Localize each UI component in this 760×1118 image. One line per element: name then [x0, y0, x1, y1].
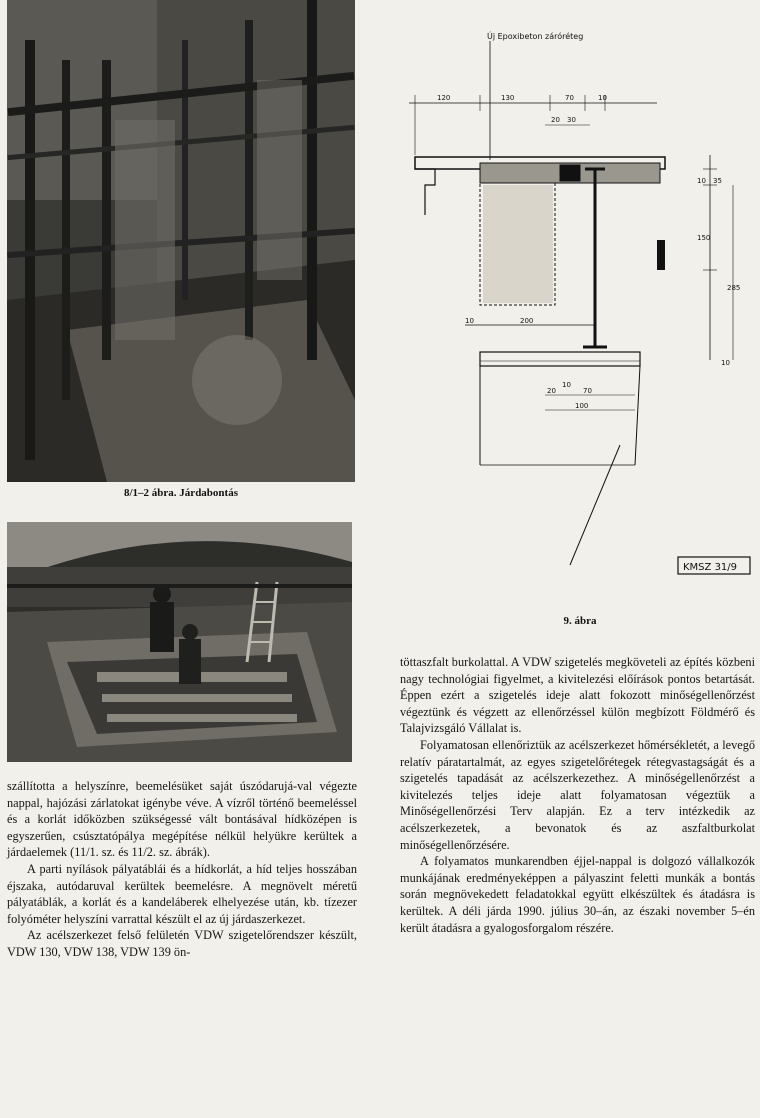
dim-130: 130	[501, 94, 515, 102]
dim-r10: 10	[697, 177, 706, 185]
dim-120: 120	[437, 94, 451, 102]
right-column-text	[400, 654, 755, 936]
figure9-cross-section	[395, 25, 755, 615]
dim-10: 10	[598, 94, 607, 102]
dim-l20: 20	[547, 387, 556, 395]
right-paragraph-2: Folyamatosan ellenőriztük az acélszerkezet hőmérsékletét, a levegő relatív páratartalmát, az egyes szigetelőrétegek rétegvastagságát és a szigetelés tapadását az acélszerkezethez. A minőségellenőrzést a kivitelezés teljes ideje alatt folyamatosan végeztük a Minőségellenőrzési Terv alapján. Ez a terv intézkedik az acélszerkezetek, a bevonatok és az aszfaltburkolat minőségellenőrzésére.	[400, 737, 755, 852]
dim-r35: 35	[713, 177, 722, 185]
dim-30: 30	[567, 116, 576, 124]
dim-70: 70	[565, 94, 574, 102]
dim-r150: 150	[697, 234, 711, 242]
dim-l100: 100	[575, 402, 589, 410]
dim-l10: 10	[562, 381, 571, 389]
right-paragraph-3: A folyamatos munkarendben éjjel-nappal is dolgozó vállalkozók munkájának eredményeképpen a pályaszint feletti munkák a bontás során megnövekedett feladatokkal együtt elkészültek és átadásra is kerültek. A déli járda 1990. július 30–án, az északi november 5–én került átadásra a gyalogosforgalom részére.	[400, 854, 755, 935]
figure9-caption: 9. ábra	[563, 615, 597, 627]
left-paragraph-3: Az acélszerkezet felső felületén VDW szigetelőrendszer készült, VDW 130, VDW 138, VDW 139 ön-	[7, 928, 357, 959]
left-paragraph-1: szállította a helyszínre, beemelésüket saját úszódarujá-val végezte nappal, hajózási zárlatokat igénybe véve. A vízről történő beemeléssel és a korlát időközben szükségessé vált bontásával hídközépen is egyszerűen, csúsztatópálya megépítése nélkül helyükre kerültek a járdaelemek (11/1. sz. és 11/2. sz. ábrák).	[7, 779, 357, 860]
dim-b10: 10	[465, 317, 474, 325]
photo1-caption: 8/1–2 ábra. Járdabontás	[124, 487, 238, 499]
dim-l70: 70	[583, 387, 592, 395]
photo-deck-demolition	[7, 522, 352, 762]
left-paragraph-2: A parti nyílások pályatáblái és a hídkorlát, a híd teljes hosszában éjszaka, autódaruval kerültek beemelésre. A megnövelt méretű pályatáblák, a korlát és a kandeláberek elhelyezése után, kb. tízezer folyóméter helyszíni varrattal készült el az új járdaszerkezet.	[7, 861, 357, 926]
right-paragraph-1: töttaszfalt burkolattal. A VDW szigetelés megköveteli az építés közbeni nagy technológiai figyelmet, a kivitelezési előírások pontos betartását. Éppen ezért a szigetelés ideje alatt fokozott minőségellenőrzést végeztünk és végzett az ellenőrzéssel külön megbízott Földmérő és Talajvizsgáló Vállalat is.	[400, 655, 755, 736]
photo-bridge-railing	[7, 0, 355, 482]
epoxy-layer-label: Új Epoxibeton záróréteg	[487, 32, 584, 41]
dim-r285: 285	[727, 284, 741, 292]
dim-20: 20	[551, 116, 560, 124]
kmsz-stamp: KMSZ 31/9	[683, 562, 738, 573]
left-column-text	[7, 778, 357, 961]
dim-b200: 200	[520, 317, 534, 325]
dim-r10b: 10	[721, 359, 730, 367]
